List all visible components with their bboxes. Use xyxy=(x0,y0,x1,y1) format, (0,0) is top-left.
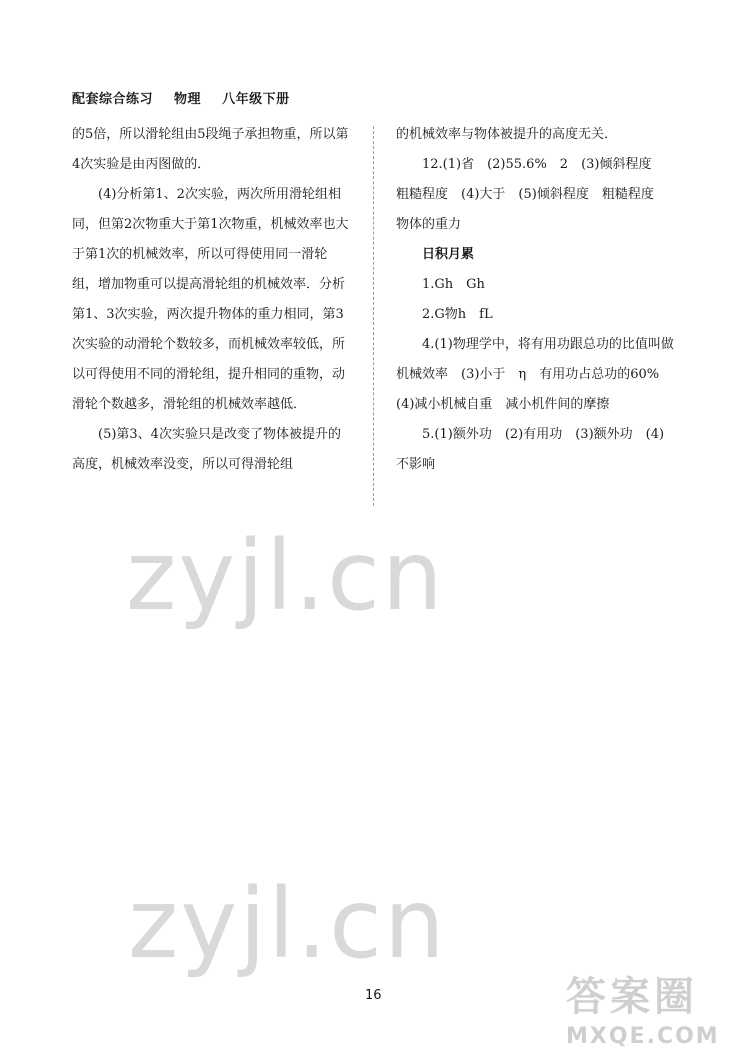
left-paragraph-1: 的5倍，所以滑轮组由5段绳子承担物重，所以第4次实验是由丙图做的． xyxy=(72,127,349,172)
right-column xyxy=(396,120,674,480)
page-number: 16 xyxy=(365,988,382,1003)
logo-text-top: 答案圈 xyxy=(566,974,698,1020)
logo-text-bottom: MXQE.COM xyxy=(566,1024,720,1049)
answer-4: 4.(1)物理学中，将有用功跟总功的比值叫做机械效率 (3)小于 η 有用功占总功的60% (4)减小机械自重 减小机件间的摩擦 xyxy=(396,337,674,412)
book-title: 配套综合练习 xyxy=(72,92,154,107)
column-divider xyxy=(373,126,374,506)
subject-label: 物理 xyxy=(174,92,202,107)
watermark-bottom: zyjl.cn xyxy=(128,868,447,980)
answer-2: 2.G物h fL xyxy=(422,307,493,322)
site-logo xyxy=(566,972,746,1062)
left-paragraph-2: (4)分析第1、2次实验，两次所用滑轮组相同，但第2次物重大于第1次物重，机械效率也大于第1次的机械效率，所以可得使用同一滑轮组，增加物重可以提高滑轮组的机械效率．分析第1、3次实验，两次提升物体的重力相同，第3次实验的动滑轮个数较多，而机械效率较低，所以可得使用不同的滑轮组，提升相同的重物，动滑轮个数越多，滑轮组的机械效率越低． xyxy=(72,187,349,412)
watermark-top: zyjl.cn xyxy=(126,520,445,632)
right-continuation: 的机械效率与物体被提升的高度无关． xyxy=(396,127,618,142)
left-column xyxy=(72,120,352,480)
left-paragraph-3: (5)第3、4次实验只是改变了物体被提升的高度，机械效率没变，所以可得滑轮组 xyxy=(72,427,341,472)
grade-label: 八年级下册 xyxy=(222,92,290,107)
page-header xyxy=(72,88,306,107)
section-title: 日积月累 xyxy=(422,247,475,262)
answer-5: 5.(1)额外功 (2)有用功 (3)额外功 (4)不影响 xyxy=(396,427,665,472)
answer-1: 1.Gh Gh xyxy=(422,277,485,292)
answer-12: 12.(1)省 (2)55.6% 2 (3)倾斜程度 粗糙程度 (4)大于 (5)倾斜程度 粗糙程度 物体的重力 xyxy=(396,157,667,232)
